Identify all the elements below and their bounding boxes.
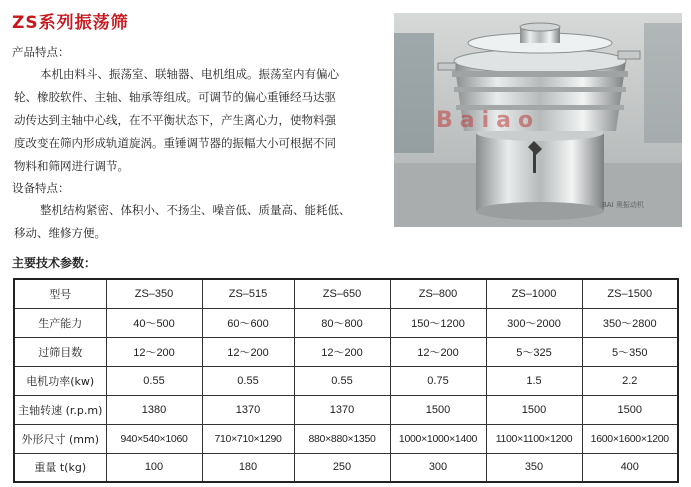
table-cell: 电机功率(kw) <box>14 366 106 395</box>
table-cell: 250 <box>294 453 390 482</box>
table-row <box>14 337 678 366</box>
table-cell: ZS–1000 <box>486 279 582 308</box>
product-features-line: 度改变在筛内形成轨道旋涡。重锤调节器的振幅大小可根据不同 <box>14 136 336 150</box>
table-cell: 150～1200 <box>390 308 486 337</box>
table-cell: 60～600 <box>202 308 294 337</box>
table-cell: 12～200 <box>390 337 486 366</box>
table-cell: 300 <box>390 453 486 482</box>
table-cell: ZS–350 <box>106 279 202 308</box>
tech-params-label: 主要技术参数： <box>12 256 97 270</box>
table-cell: 1600×1600×1200 <box>582 424 678 453</box>
table-cell: 12～200 <box>294 337 390 366</box>
table-cell: ZS–800 <box>390 279 486 308</box>
table-cell: 12～200 <box>106 337 202 366</box>
table-cell: ZS–515 <box>202 279 294 308</box>
spec-table <box>13 278 679 483</box>
equipment-features-label: 设备特点： <box>12 181 70 195</box>
table-cell: 940×540×1060 <box>106 424 202 453</box>
table-cell: 350 <box>486 453 582 482</box>
table-cell: 重量 t(kg) <box>14 453 106 482</box>
table-cell: 710×710×1290 <box>202 424 294 453</box>
equipment-features-line: 整机结构紧密、体积小、不扬尘、噪音低、质量高、能耗低、 <box>40 203 351 217</box>
product-features-text <box>14 63 390 178</box>
page-title: ZS系列振荡筛 <box>12 13 129 33</box>
table-row <box>14 395 678 424</box>
table-cell: 5～325 <box>486 337 582 366</box>
table-cell: ZS–1500 <box>582 279 678 308</box>
table-row <box>14 453 678 482</box>
table-cell: 0.75 <box>390 366 486 395</box>
equipment-features-text <box>14 199 390 245</box>
table-cell: 180 <box>202 453 294 482</box>
table-cell: 12～200 <box>202 337 294 366</box>
table-cell: 300～2000 <box>486 308 582 337</box>
table-row <box>14 308 678 337</box>
table-cell: 0.55 <box>106 366 202 395</box>
table-cell: 1.5 <box>486 366 582 395</box>
product-features-label: 产品特点： <box>12 45 70 59</box>
table-cell: 80～800 <box>294 308 390 337</box>
table-cell: 100 <box>106 453 202 482</box>
table-header-row <box>14 279 678 308</box>
table-cell: 0.55 <box>294 366 390 395</box>
table-cell: 1500 <box>582 395 678 424</box>
table-cell: 1000×1000×1400 <box>390 424 486 453</box>
table-row <box>14 366 678 395</box>
table-cell: 主轴转速 (r.p.m) <box>14 395 106 424</box>
table-cell: 2.2 <box>582 366 678 395</box>
brand-watermark: Baiao <box>436 108 541 133</box>
table-cell: 1370 <box>202 395 294 424</box>
table-cell: 1100×1100×1200 <box>486 424 582 453</box>
photo-mark: BAI 奥振动机 <box>602 201 644 209</box>
table-cell: 1380 <box>106 395 202 424</box>
table-cell: 400 <box>582 453 678 482</box>
table-cell: 350～2800 <box>582 308 678 337</box>
table-cell: 生产能力 <box>14 308 106 337</box>
table-cell: 外形尺寸 (mm) <box>14 424 106 453</box>
table-cell: 40～500 <box>106 308 202 337</box>
product-features-line: 轮、橡胶软件、主轴、轴承等组成。可调节的偏心重锤经马达驱 <box>14 90 336 104</box>
table-cell: 1500 <box>486 395 582 424</box>
table-cell: 1500 <box>390 395 486 424</box>
table-row <box>14 424 678 453</box>
product-features-line: 本机由料斗、振荡室、联轴器、电机组成。振荡室内有偏心 <box>40 67 339 81</box>
product-features-line: 物料和筛网进行调节。 <box>14 159 129 173</box>
table-cell: 880×880×1350 <box>294 424 390 453</box>
product-features-line: 动传达到主轴中心线，在不平衡状态下，产生离心力，使物料强 <box>14 113 336 127</box>
table-cell: 过筛目数 <box>14 337 106 366</box>
table-cell: 0.55 <box>202 366 294 395</box>
table-cell: 5～350 <box>582 337 678 366</box>
table-cell: 1370 <box>294 395 390 424</box>
equipment-features-line: 移动、维修方便。 <box>14 226 106 240</box>
table-cell: 型号 <box>14 279 106 308</box>
table-cell: ZS–650 <box>294 279 390 308</box>
